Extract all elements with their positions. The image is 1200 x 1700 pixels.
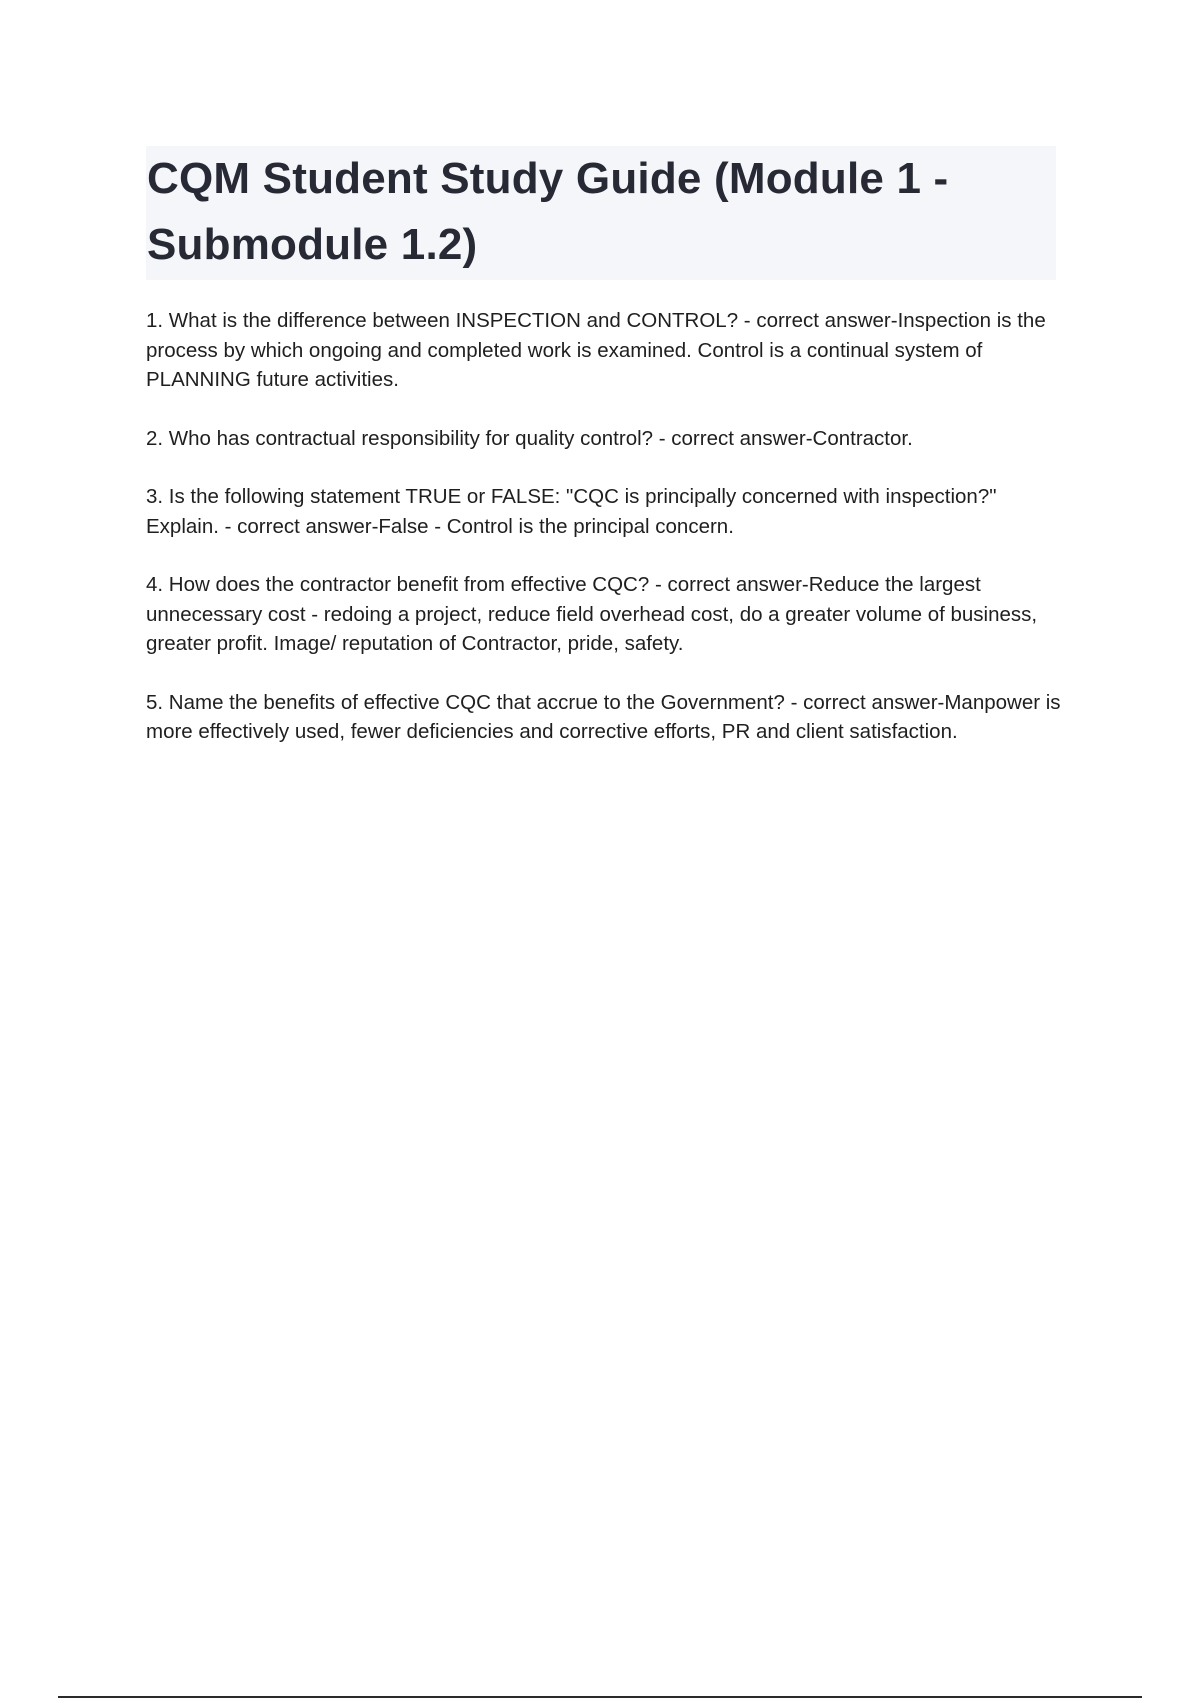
- page-title: CQM Student Study Guide (Module 1 - Submodule 1.2): [147, 154, 949, 269]
- question-item-5: 5. Name the benefits of effective CQC that accrue to the Government? - correct answer-Manpower is more effectively used, fewer deficiencies and corrective efforts, PR and client satisfaction.: [146, 690, 1061, 743]
- title-banner: [146, 146, 1056, 280]
- question-item-3: 3. Is the following statement TRUE or FALSE: "CQC is principally concerned with inspection?" Explain. - correct answer-False - Control is the principal concern.: [146, 485, 997, 538]
- question-item-4: 4. How does the contractor benefit from effective CQC? - correct answer-Reduce the largest unnecessary cost - redoing a project, reduce field overhead cost, do a greater volume of business, greater profit. Image/ reputation of Contractor, pride, safety.: [146, 573, 1038, 655]
- question-item-1: 1. What is the difference between INSPECTION and CONTROL? - correct answer-Inspection is the process by which ongoing and completed work is examined. Control is a continual system of PLANNING future activities.: [146, 309, 1046, 391]
- question-list: [146, 306, 1066, 776]
- question-item-2: 2. Who has contractual responsibility for quality control? - correct answer-Contractor.: [146, 426, 913, 450]
- footer-divider: [58, 1696, 1142, 1698]
